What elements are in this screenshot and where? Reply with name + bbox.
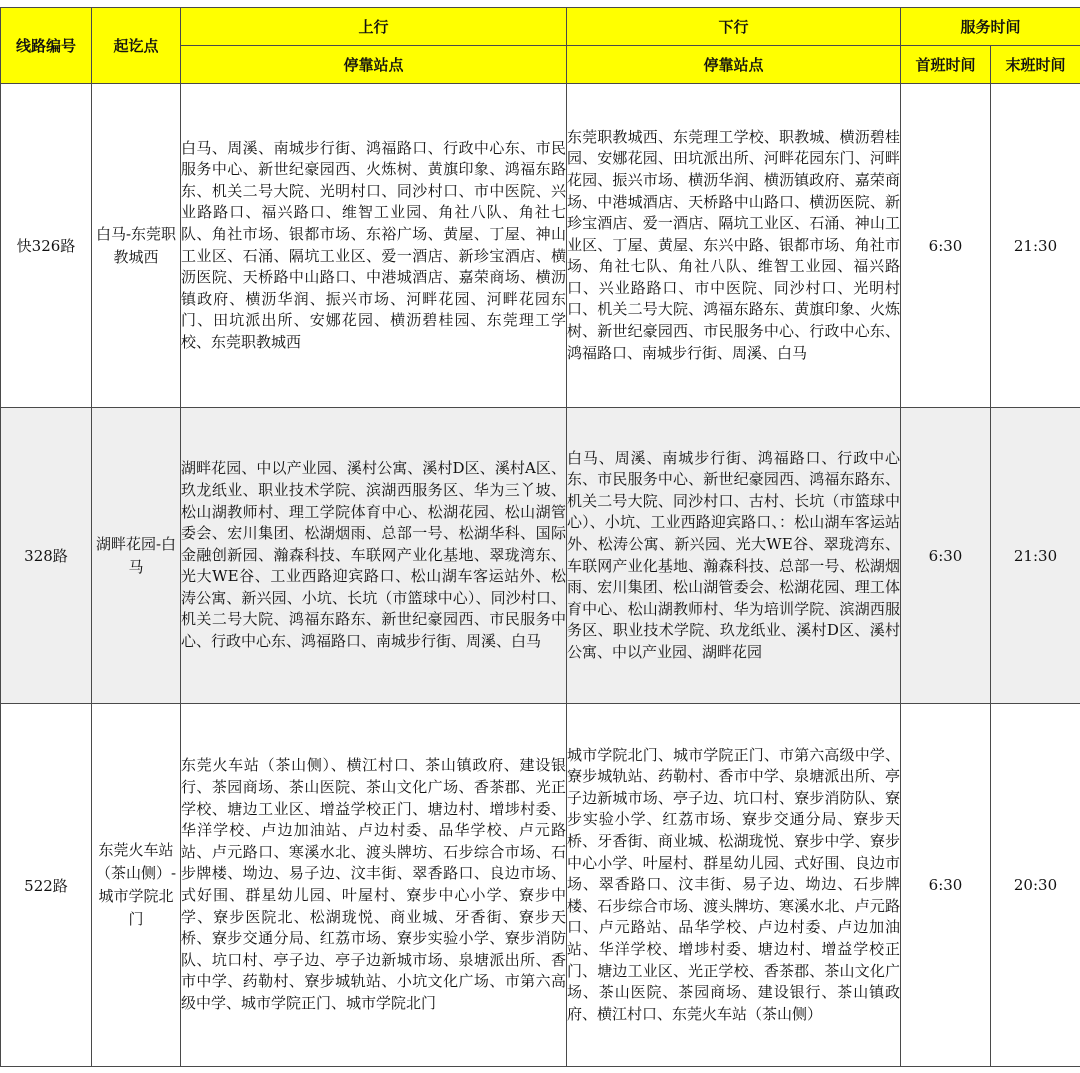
down-stops: 白马、周溪、南城步行街、鸿福路口、行政中心东、市民服务中心、新世纪豪园西、鸿福东路东、机关二号大院、同沙村口、古村、长坑（市篮球中心）、小坑、工业西路迎宾路口、：松山湖车客运站外、松涛公寓、新兴园、光大WE谷、翠珑湾东、车联网产业化基地、瀚森科技、总部一号、松湖烟雨、宏川集团、松山湖管委会、松湖花园、理工体育中心、松山湖教师村、华为培训学院、滨湖西服务区、职业技术学院、玖龙纸业、溪村D区、溪村公寓、中以产业园、湖畔花园 [567,408,901,704]
header-stops-up: 停靠站点 [181,46,567,84]
route-number: 328路 [1,408,92,704]
last-bus-time: 20:30 [991,704,1080,1067]
up-stops: 白马、周溪、南城步行街、鸿福路口、行政中心东、市民服务中心、新世纪豪园西、火炼树、黄旗印象、鸿福东路东、机关二号大院、光明村口、同沙村口、市中医院、兴业路路口、福兴路口、维智工业园、角社八队、角社七队、角社市场、银都市场、东裕广场、黄屋、丁屋、神山工业区、石涌、隔坑工业区、爱一酒店、新珍宝酒店、横沥医院、天桥路中山路口、中港城酒店、嘉荣商场、横沥镇政府、横沥华润、振兴市场、河畔花园、河畔花园东门、田坑派出所、安娜花园、横沥碧桂园、东莞理工学校、东莞职教城西 [181,84,567,408]
header-row-1 [1,8,1080,46]
down-stops: 城市学院北门、城市学院正门、市第六高级中学、寮步城轨站、药勒村、香市中学、泉塘派出所、亭子边新城市场、亭子边、坑口村、寮步消防队、寮步实验小学、红荔市场、寮步交通分局、寮步天桥、牙香街、商业城、松湖珑悦、寮步中学、寮步中心小学、叶屋村、群星幼儿园、式好围、良边市场、翠香路口、汶丰街、易子边、坳边、石步牌楼、石步综合市场、渡头牌坊、寒溪水北、卢元路口、卢元路站、品华学校、卢边村委、卢边加油站、华洋学校、增埗村委、塘边村、增益学校正门、塘边工业区、光正学校、香茶郡、茶山文化广场、茶山医院、茶园商场、建设银行、茶山镇政府、横江村口、东莞火车站（茶山侧） [567,704,901,1067]
header-down: 下行 [567,8,901,46]
last-bus-time: 21:30 [991,84,1080,408]
header-first-bus: 首班时间 [901,46,991,84]
route-start-end: 东莞火车站（茶山侧）-城市学院北门 [92,704,181,1067]
last-bus-time: 21:30 [991,408,1080,704]
up-stops: 湖畔花园、中以产业园、溪村公寓、溪村D区、溪村A区、玖龙纸业、职业技术学院、滨湖西服务区、华为三丫坡、松山湖教师村、理工学院体育中心、松湖花园、松山湖管委会、宏川集团、松湖烟雨、总部一号、松湖华科、国际金融创新园、瀚森科技、车联网产业化基地、翠珑湾东、光大WE谷、工业西路迎宾路口、松山湖车客运站外、松涛公寓、新兴园、小坑、长坑（市篮球中心）、同沙村口、机关二号大院、鸿福东路东、新世纪豪园西、市民服务中心、行政中心东、鸿福路口、南城步行街、周溪、白马 [181,408,567,704]
header-last-bus: 末班时间 [991,46,1080,84]
route-start-end: 湖畔花园-白马 [92,408,181,704]
route-number: 快326路 [1,84,92,408]
first-bus-time: 6:30 [901,408,991,704]
route-number: 522路 [1,704,92,1067]
header-route-no: 线路编号 [1,8,92,84]
table-row [1,84,1080,408]
header-start-end: 起讫点 [92,8,181,84]
header-service-time: 服务时间 [901,8,1080,46]
route-start-end: 白马-东莞职教城西 [92,84,181,408]
table-row [1,704,1080,1067]
header-stops-down: 停靠站点 [567,46,901,84]
down-stops: 东莞职教城西、东莞理工学校、职教城、横沥碧桂园、安娜花园、田坑派出所、河畔花园东门、河畔花园、振兴市场、横沥华润、横沥镇政府、嘉荣商场、中港城酒店、天桥路中山路口、横沥医院、新珍宝酒店、爱一酒店、隔坑工业区、石涌、神山工业区、丁屋、黄屋、东兴中路、银都市场、角社市场、角社七队、角社八队、维智工业园、福兴路口、兴业路路口、市中医院、同沙村口、光明村口、机关二号大院、鸿福东路东、黄旗印象、火炼树、新世纪豪园西、市民服务中心、行政中心东、鸿福路口、南城步行街、周溪、白马 [567,84,901,408]
bus-route-table [0,7,1080,1067]
first-bus-time: 6:30 [901,704,991,1067]
first-bus-time: 6:30 [901,84,991,408]
up-stops: 东莞火车站（茶山侧）、横江村口、茶山镇政府、建设银行、茶园商场、茶山医院、茶山文化广场、香茶郡、光正学校、塘边工业区、增益学校正门、塘边村、增埗村委、华洋学校、卢边加油站、卢边村委、品华学校、卢元路站、卢元路口、寒溪水北、渡头牌坊、石步综合市场、石步牌楼、坳边、易子边、汶丰街、翠香路口、良边市场、式好围、群星幼儿园、叶屋村、寮步中心小学、寮步中学、寮步医院北、松湖珑悦、商业城、牙香街、寮步天桥、寮步交通分局、红荔市场、寮步实验小学、寮步消防队、坑口村、亭子边、亭子边新城市场、泉塘派出所、香市中学、药勒村、寮步城轨站、小坑文化广场、市第六高级中学、城市学院正门、城市学院北门 [181,704,567,1067]
header-up: 上行 [181,8,567,46]
table-row [1,408,1080,704]
